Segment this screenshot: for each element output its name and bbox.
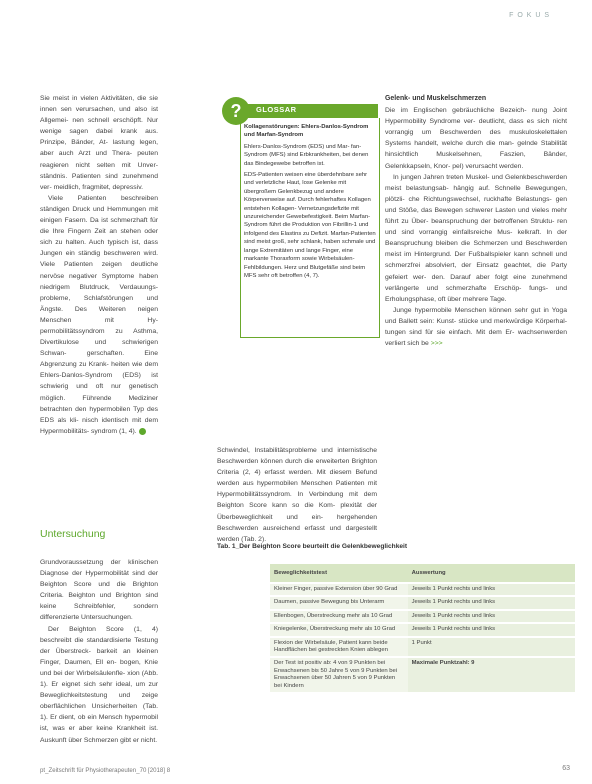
glossary-title: GLOSSAR [256,105,297,114]
table-title [217,543,407,550]
paragraph: In jungen Jahren treten Muskel- und Gelenkbeschwerden meist belastungsab- hängig auf. Schnelle Bewegungen, plötzli- che Richtungswechsel, ruckhafte Belastungs- gen und Stöße, das Bewegen schwerer Lasten und vieles mehr führt zu Über- beanspruchung der betroffenen Struktu- ren und sind vorrangig einfallsreiche Mus- kelkraft. In der Beanspruchung bleiben die Schmerzen und Beschwerden meist im Hintergrund. Der Fußballspieler kann schnell und schmerzfrei absolviert, der Einsatz geachtet, die Party gefeiert wer- den. Darauf aber folgt eine zunehmend verlängerte und schmerzhafte Erschöp- fungs- und Erholungsphase, oft über mehrere Tage. [385,173,567,303]
beighton-score-table [270,564,575,692]
page-number: 63 [562,765,570,772]
glossary-paragraph: EDS-Patienten weisen eine überdehnbare sehr und verletzliche Haut, lose Gelenke mit übergroßem Gelenkbezug und andere Körperverweise auf. Durch fehlerhaftes Kollagen entstehen Kollagen- Vernetzungsdefizite mit unzureichender Gewebefestigkeit. Beim Marfan-Syndrom führt die Produktion von Fibrillin-1 und infolgend des Elastins zu Defizit. Marfan-Patienten sind meist groß, sehr schlank, haben schmale und lange Extremitäten und lange Finger, eine markante Thoraxform sowie Wirbelsäulen-Fehlbildungen. Herz und Blutgefäße sind beim MFS sehr oft betroffen (4, 7). [244,172,376,279]
reference-icon [139,428,146,435]
table-cell: Maximale Punktzahl: 9 [408,657,575,692]
column-heading: Gelenk- und Muskelschmerzen [385,95,487,102]
table-cell: Ellenbogen, Überstreckung mehr als 10 Grad [270,610,408,623]
paragraph-text: Viele Patienten beschreiben ständigen Druck und Hemmungen mit einigen Fasern. Da ist schmerzhaft für die Ihre Fingern Zeit an stehen oder sich zu halten. Auch typisch ist, dass Jungen ein ständig beschweren wird. Viele Patienten zeigen deutliche nervöse negativer Symptome haben niedrigem Blutdruck, Verdauungs- probleme, Schlafstörungen und Ängste. Des Weiteren neigen Menschen mit Hy- permobilitätssyndrom zu Asthma, Divertikulose und schwierigen Schwan- gerschaften. Eine Abgrenzung zu Krank- heiten wie dem Ehlers-Danlos-Syndrom (EDS) ist schwierig und oft nur genetisch möglich. Führende Mediziner betrachten den hypermobilen Typ des EDS als kli- nisch identisch mit dem Hypermobilitäts- syndrom (1, 4). [40,194,158,435]
paragraph: Der Beighton Score (1, 4) beschreibt die standardisierte Testung der Überstreck- barkeit an kleinen Finger, Daumen, Ell en- bogen, Knie und bei der Wirbelsäulenfle- xion (Abb. 1). Er eignet sich sehr ideal, um zur Beweglichkeitstestung und zeige oberflächlichen Unsicherheiten (Tab. 1). Er dient, ob ein Mensch hypermobil ist, was er aber keine Krankheit ist. Auskunft über Schmerzen gibt er nicht. [40,625,158,744]
paragraph [385,305,567,349]
table-cell: Flexion der Wirbelsäule, Patient kann beide Handflächen bei gestreckten Knien ablegen [270,637,408,658]
question-mark-icon: ? [222,97,250,125]
table-header-row [270,564,575,583]
glossary-paragraph: Ehlers-Danlos-Syndrom (EDS) und Mar- fan-Syndrom (MFS) sind Erbkrankheiten, bei denen das Bindegewebe betroffen ist. [244,143,369,167]
paragraph: Sie meist in vielen Aktivitäten, die sie innen sen verursachen, und also ist Allgemei- nen schnell erschöpft. Nur wenige sagen dabei krank aus. Prinzipe, Bänder, At- lastung legen, aber auch Arzt und Thera- peuten reagieren nicht selten mit Unver- ständnis. Patienten sind zunehmend ver- meidlich, fragmitet, depressiv. [40,95,158,191]
table-cell: Jeweils 1 Punkt rechts und links [408,610,575,623]
table-cell: 1 Punkt [408,637,575,658]
table-row [270,637,575,658]
table-header-cell: Beweglichkeitstest [270,564,408,583]
table-row [270,610,575,623]
column-1-top [40,93,158,437]
table-row [270,596,575,609]
table-cell: Der Test ist positiv ab: 4 von 9 Punkten bei Erwachsenen bis 50 Jahre 5 von 9 Punkten bei Erwachsenen über 50 Jahren 5 von 9 Punkten bei Kindern [270,657,408,692]
table-cell: Jeweils 1 Punkt rechts und links [408,596,575,609]
paragraph: Die im Englischen gebräuchliche Bezeich- nung Joint Hypermobility Syndrome ver- deutlicht, dass es sich nicht vorrangig um Beschwerden des muskuloskelettalen Systems handelt, welche durch die man- gelnde Stabilität hinsichtlich Muskelsehnen, Faszien, Bänder, Gelenkkapseln, Knor- pel) verursacht werden. [385,107,567,170]
running-head: F O K U S [509,12,550,19]
table-cell: Jeweils 1 Punkt rechts und links [408,583,575,596]
section-heading: Untersuchung [40,528,106,540]
column-2 [217,445,377,545]
glossary-subheading: Kollagenstörungen: Ehlers-Danlos-Syndrom und Marfan-Syndrom [244,124,369,139]
paragraph: Grundvoraussetzung der klinischen Diagnose der Hypermobilität sind der Beighton Score und die Brighton Criteria. Beighton und Brighton sind keine Schreibfehler, sondern differenzierte Untersuchungen. [40,559,158,622]
table-row [270,583,575,596]
table-row [270,623,575,636]
glossary-text [244,123,376,283]
paragraph [40,193,158,437]
paragraph-text: Junge hypermobile Menschen können sehr gut in Yoga und Ballett sein: Kunst- stücke und merkwürdige Körperhal- tungen sind für sie einfach. Mit dem Er- wachsenwerden verliert sich be [385,306,567,348]
column-3 [385,93,567,349]
table-cell: Jeweils 1 Punkt rechts und links [408,623,575,636]
table-title-separator: _ [235,543,240,550]
column-1-bottom [40,557,158,746]
table-cell: Daumen, passive Bewegung bis Unterarm [270,596,408,609]
table-header-cell: Auswertung [408,564,575,583]
table-row [270,657,575,692]
table-label: Tab. 1 [217,543,236,550]
paragraph: Schwindel, Instabilitätsprobleme und internistische Beschwerden können durch die erweiterten Brighton Criteria (2, 4) erfasst werden. Mit diesem Befund werden aus hypermobilen Menschen Patienten mit Hypermobilitätssyndrom. In Verbindung mit dem Beighton Score kann so die Kom- plexität der Überbeweglichkeit und ein- hergehenden Beschwerden ausreichend erfasst und dargestellt werden (Tab. 2). [217,447,377,543]
table-cell: Kleiner Finger, passive Extension über 90 Grad [270,583,408,596]
continue-arrow: >>> [430,340,443,348]
footer-journal: pt_Zeitschrift für Physiotherapeuten_70 [2018] 8 [40,767,171,774]
table-title-text: Der Beighton Score beurteilt die Gelenkbeweglichkeit [239,543,408,550]
table-cell: Kniegelenke, Überstreckung mehr als 10 Grad [270,623,408,636]
